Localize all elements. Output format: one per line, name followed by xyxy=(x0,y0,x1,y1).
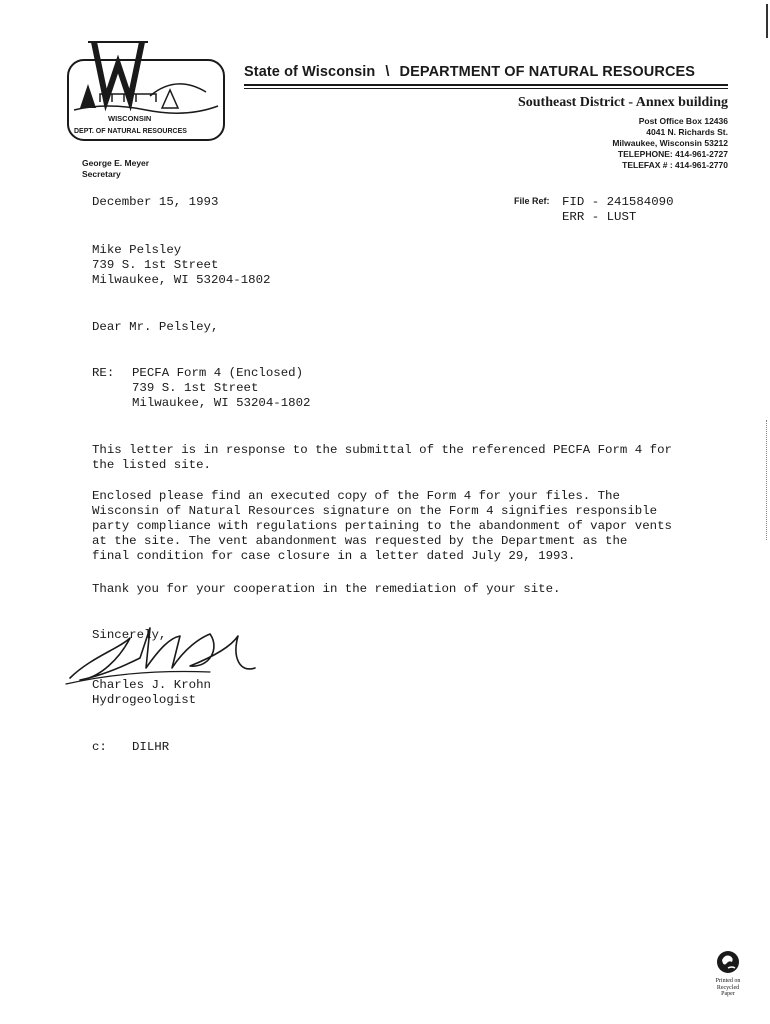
paragraph-2-line: Enclosed please find an executed copy of the Form 4 for your files. The xyxy=(92,489,620,503)
scan-edge-mark xyxy=(766,4,768,38)
department-name: DEPARTMENT OF NATURAL RESOURCES xyxy=(399,64,696,80)
district-name: Southeast District - Annex building xyxy=(517,95,728,110)
closing: Sincerely, xyxy=(92,628,167,642)
header-rule-thin xyxy=(244,88,728,89)
recipient-name: Mike Pelsley xyxy=(92,243,182,257)
salutation: Dear Mr. Pelsley, xyxy=(92,320,219,334)
address-po-box: Post Office Box 12436 xyxy=(638,116,728,126)
address-telefax: TELEFAX # : 414-961-2770 xyxy=(622,160,728,170)
letterhead-title xyxy=(244,64,695,80)
address-telephone: TELEPHONE: 414-961-2727 xyxy=(617,149,728,159)
dnr-logo xyxy=(66,34,226,142)
signer-title: Hydrogeologist xyxy=(92,693,197,707)
file-ref-err: ERR - LUST xyxy=(562,210,637,224)
signer-name: Charles J. Krohn xyxy=(92,678,211,692)
secretary-name: George E. Meyer xyxy=(82,158,150,168)
recycle-globe-icon xyxy=(716,950,740,976)
secretary-title: Secretary xyxy=(82,169,121,179)
cc-value: DILHR xyxy=(132,740,170,754)
address-street: 4041 N. Richards St. xyxy=(646,127,728,137)
paragraph-2-line: party compliance with regulations pertaining to the abandonment of vapor vents xyxy=(92,519,672,533)
file-ref-fid: FID - 241584090 xyxy=(562,195,674,209)
logo-text-wisconsin: WISCONSIN xyxy=(108,114,152,123)
paragraph-1-line: This letter is in response to the submittal of the referenced PECFA Form 4 for xyxy=(92,443,672,457)
scan-edge-dots xyxy=(766,420,768,540)
logo-text-dept: DEPT. OF NATURAL RESOURCES xyxy=(74,128,187,135)
recipient-city: Milwaukee, WI 53204-1802 xyxy=(92,273,271,287)
recycled-paper-mark xyxy=(708,950,748,1014)
paragraph-2-line: at the site. The vent abandonment was requested by the Department as the xyxy=(92,534,628,548)
file-ref-label: File Ref: xyxy=(514,196,550,206)
paragraph-2-line: final condition for case closure in a letter dated July 29, 1993. xyxy=(92,549,576,563)
re-line: PECFA Form 4 (Enclosed) xyxy=(132,366,304,380)
state-name: State of Wisconsin xyxy=(244,64,376,80)
recipient-street: 739 S. 1st Street xyxy=(92,258,219,272)
recycled-paper-text: Printed on Recycled Paper xyxy=(715,978,741,997)
re-label: RE: xyxy=(92,366,115,380)
header-rule xyxy=(244,84,728,86)
paragraph-1-line: the listed site. xyxy=(92,458,211,472)
paragraph-3: Thank you for your cooperation in the remediation of your site. xyxy=(92,582,561,596)
cc-label: c: xyxy=(92,740,107,754)
letter-date: December 15, 1993 xyxy=(92,195,219,209)
re-line: 739 S. 1st Street xyxy=(132,381,259,395)
title-separator: \ xyxy=(385,64,390,80)
paragraph-2-line: Wisconsin of Natural Resources signature on the Form 4 signifies responsible xyxy=(92,504,658,518)
re-line: Milwaukee, WI 53204-1802 xyxy=(132,396,311,410)
address-city: Milwaukee, Wisconsin 53212 xyxy=(612,138,728,148)
